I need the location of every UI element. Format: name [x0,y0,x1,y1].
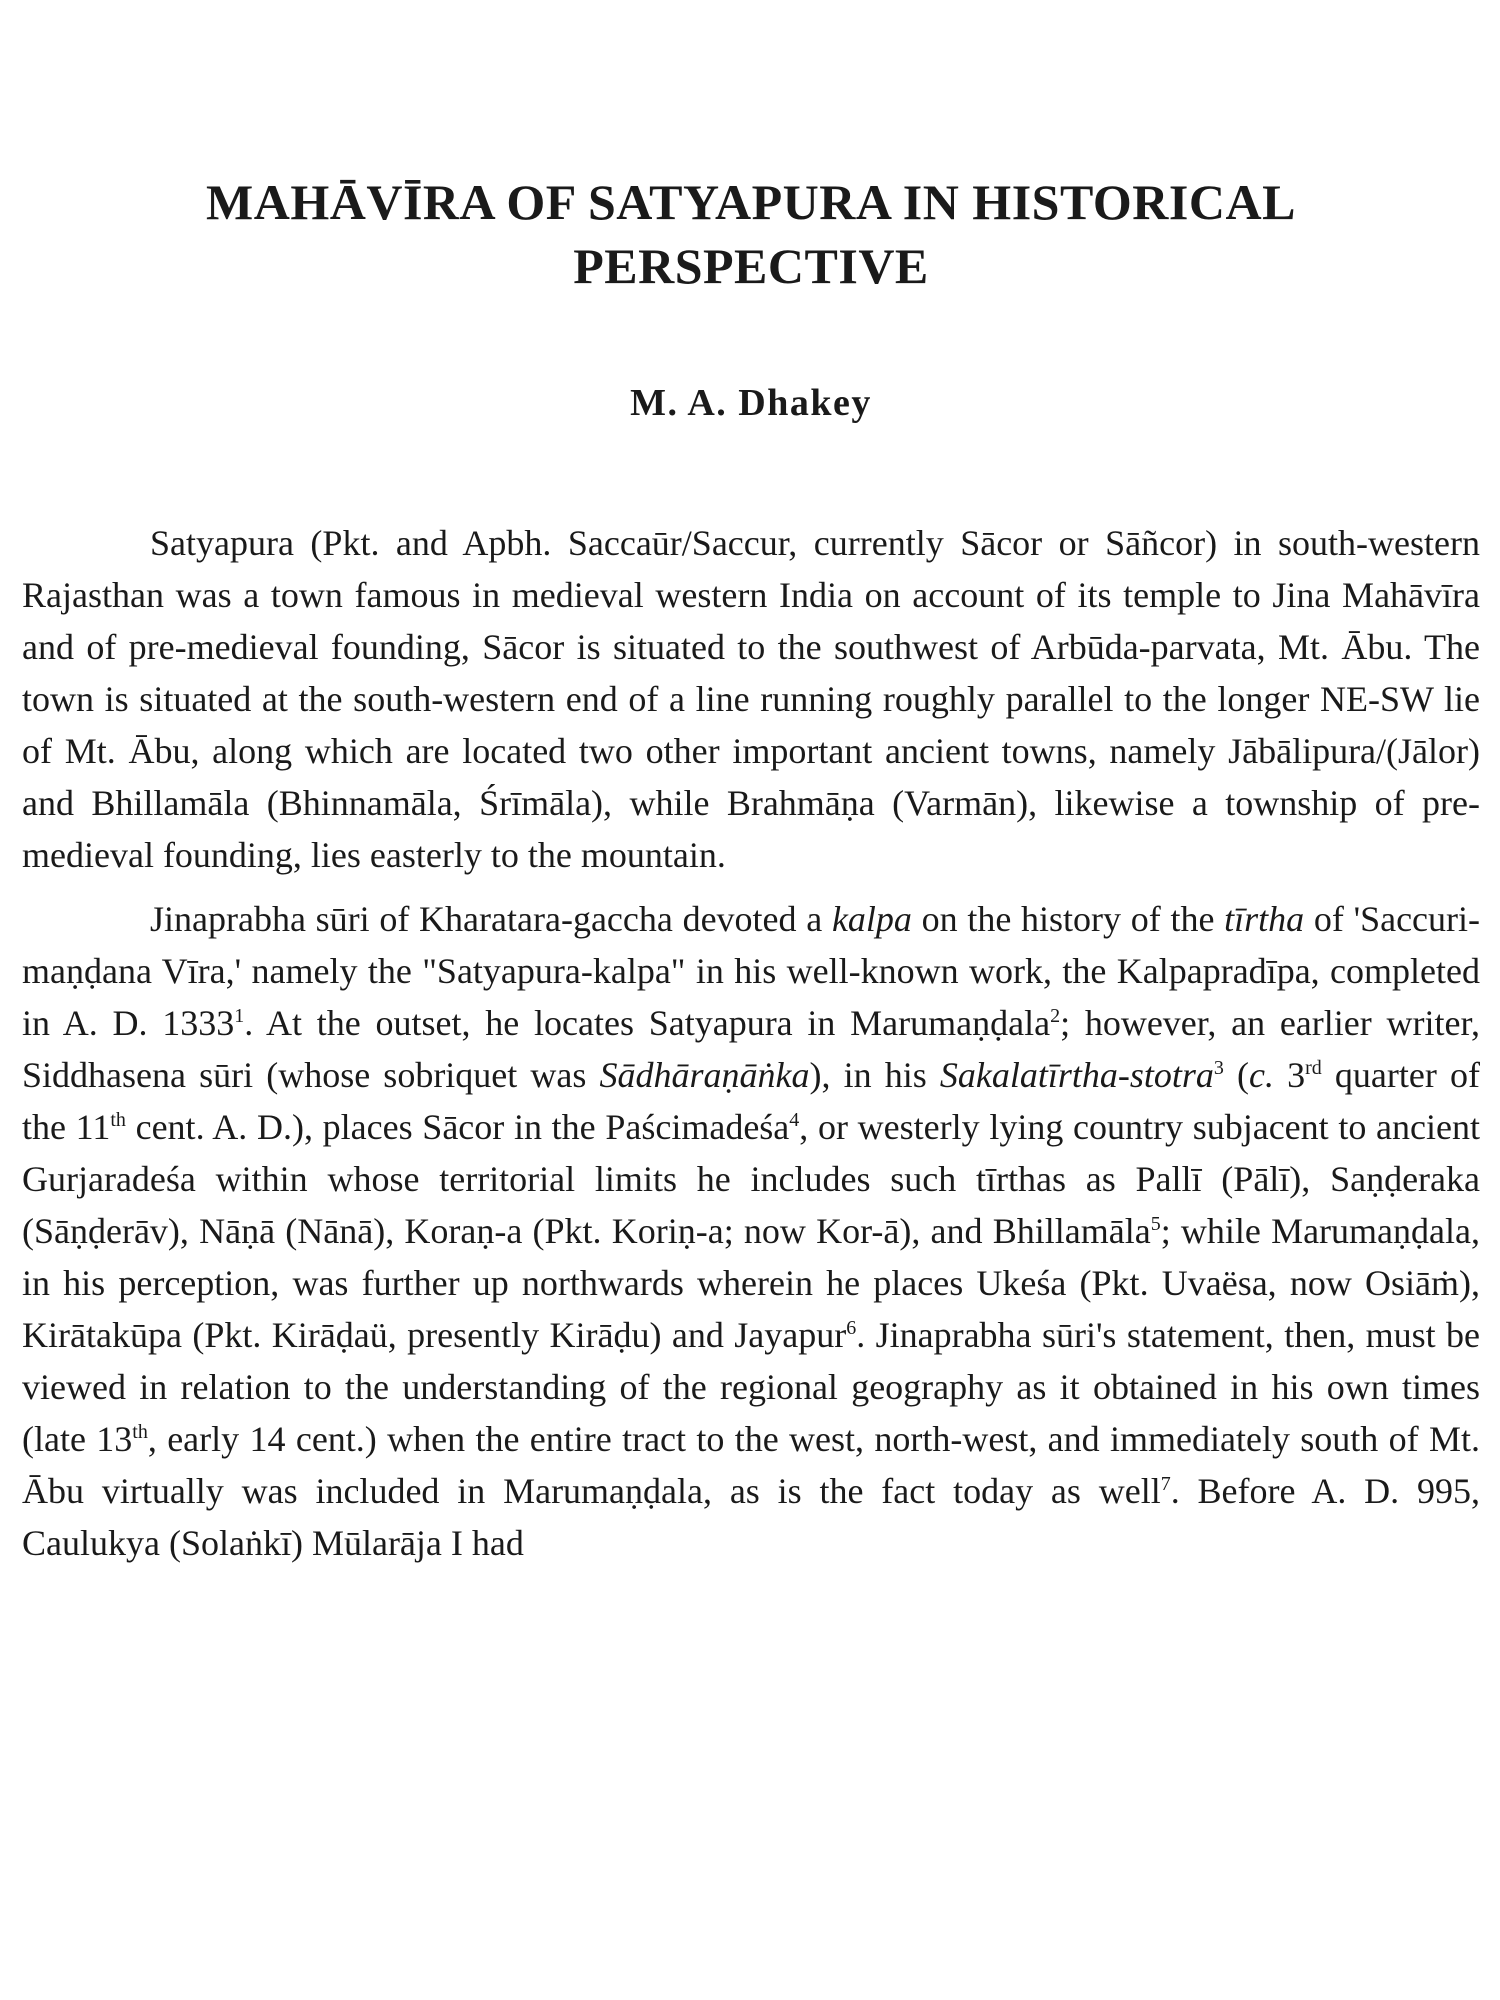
text-run: ), in his [809,1055,940,1095]
title-line-2: PERSPECTIVE [573,238,929,294]
text-run: . At the outset, he locates Satyapura in Marumaṇḍala [244,1003,1051,1043]
italic-term-sobriquet: Sādhāraṇāṅka [599,1055,810,1095]
text-run: , or westerly lying country subjacent to ancient Gurjaradeśa within whose territorial limits he includes such tīrthas as Pallī (Pālī), Saṇḍeraka (Sāṇḍerāv), Nāṇā (Nānā), Koraṇ-a (Pkt. Koriṇ-a; now Kor-ā), and Bhillamāla [22,1107,1480,1251]
footnote-marker-7: 7 [1160,1473,1171,1495]
document-page [22,0,1480,2000]
footnote-marker-3: 3 [1213,1057,1224,1079]
paragraph-2 [22,893,1480,1569]
text-run: of 'Saccuri-maṇḍana Vīra,' namely the "Satyapura-kalpa" in his well-known work, the Kalpapradīpa, completed in A. D. 1333 [22,899,1481,1043]
text-run: on the history of the [911,899,1225,939]
ordinal-suffix: th [132,1421,148,1443]
italic-term-circa: c. [1249,1055,1274,1095]
ordinal-suffix: rd [1305,1057,1322,1079]
footnote-marker-1: 1 [234,1005,245,1027]
footnote-marker-6: 6 [846,1317,857,1339]
text-run: cent. A. D.), places Sācor in the Paścimadeśa [125,1107,790,1147]
italic-term-tirtha: tīrtha [1224,899,1305,939]
text-run: ; while Marumaṇḍala, in his perception, was further up northwards wherein he places Ukeśa (Pkt. Uvaësa, now Osiāṁ), Kirātakūpa (Pkt. Kirāḍaü, presently Kirāḍu) and Jayapur [22,1211,1480,1355]
article-title [22,170,1480,298]
ordinal-suffix: th [110,1109,126,1131]
footnote-marker-2: 2 [1050,1005,1061,1027]
italic-term-kalpa: kalpa [831,899,912,939]
text-run: ( [1223,1055,1250,1095]
paragraph-1: Satyapura (Pkt. and Apbh. Saccaūr/Saccur, currently Sācor or Sāñcor) in south-western Rajasthan was a town famous in medieval western India on account of its temple to Jina Mahāvīra and of pre-medieval founding, Sācor is situated to the southwest of Arbūda-parvata, Mt. Ābu. The town is situated at the south-western end of a line running roughly parallel to the longer NE-SW lie of Mt. Ābu, along which are located two other important ancient towns, namely Jābālipura/(Jālor) and Bhillamāla (Bhinnamāla, Śrīmāla), while Brahmāṇa (Varmān), likewise a township of pre-medieval founding, lies easterly to the mountain. [22,523,1480,875]
text-run: . Before A. D. 995, Caulukya (Solaṅkī) Mūlarāja I had [22,1471,1480,1563]
text-run: Jinaprabha sūri of Kharatara-gaccha devoted a [150,899,832,939]
footnote-marker-5: 5 [1150,1213,1161,1235]
text-run: 3 [1274,1055,1306,1095]
footnote-marker-4: 4 [789,1109,800,1131]
title-line-1: MAHĀVĪRA OF SATYAPURA IN HISTORICAL [206,174,1296,230]
italic-term-stotra: Sakalatīrtha-stotra [939,1055,1214,1095]
author-name: M. A. Dhakey [630,382,872,424]
article-body [22,517,1480,1569]
text-run: ; however, an earlier writer, Siddhasena sūri (whose sobriquet was [22,1003,1481,1095]
text-run: , early 14 cent.) when the entire tract to the west, north-west, and immediately south of Mt. Ābu virtually was included in Marumaṇḍala, as is the fact today as well [22,1419,1480,1511]
text-run: quarter of the 11 [22,1055,1480,1147]
text-run: . Jinaprabha sūri's statement, then, must be viewed in relation to the understanding of the regional geography as it obtained in his own times (late 13 [22,1315,1480,1459]
